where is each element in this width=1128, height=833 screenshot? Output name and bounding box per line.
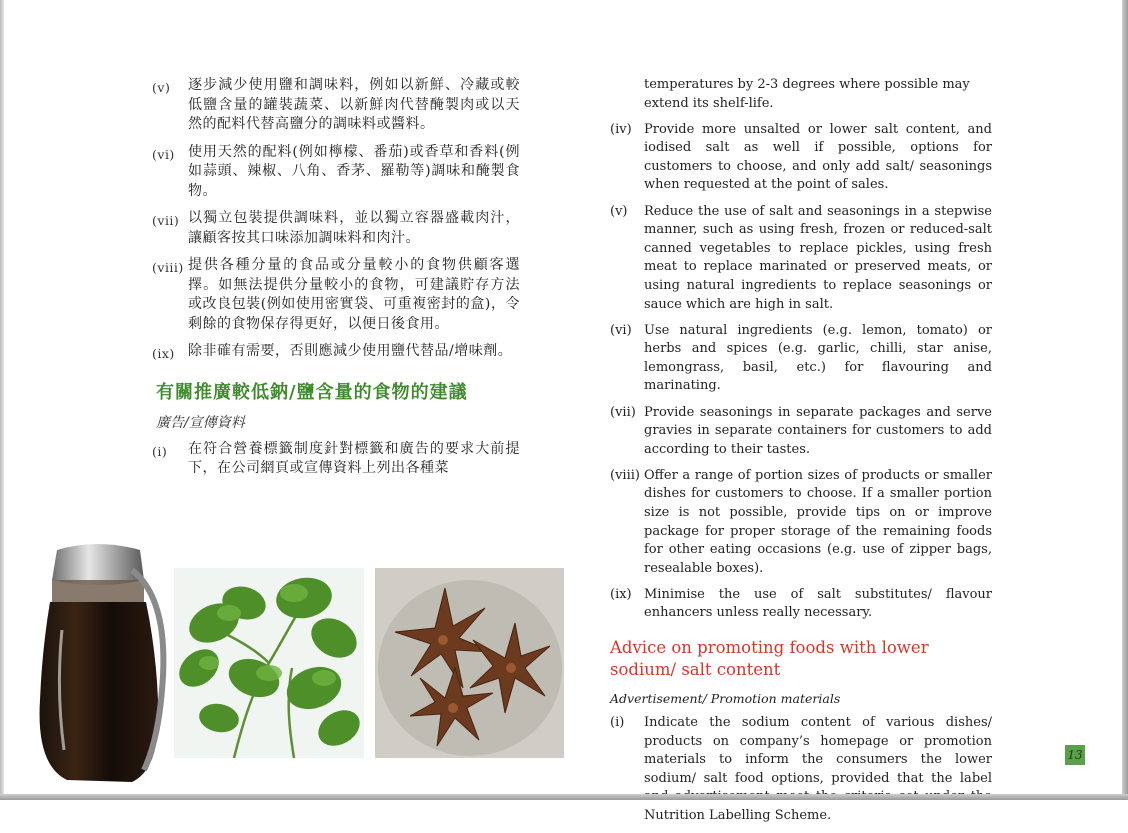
star-anise-icon [375, 568, 564, 758]
soy-sauce-bottle-image [22, 540, 172, 790]
list-item: (v) 逐步減少使用鹽和調味料，例如以新鮮、冷藏或較低鹽含量的罐裝蔬菜、以新鮮肉代替醃製肉或以天然的配料代替高鹽分的調味料或醬料。 [152, 77, 520, 132]
zh-list-top [152, 76, 520, 364]
parsley-icon [174, 568, 364, 758]
zh-subheading: 廣告/宣傳資料 [156, 414, 245, 431]
page-edge-right [1122, 0, 1128, 800]
list-item: (i) 在符合營養標籤制度針對標籤和廣告的要求大前提下，在公司網頁或宣傳資料上列出各種菜 [152, 440, 520, 476]
page-edge-bottom [0, 794, 1128, 800]
en-subheading: Advertisement/ Promotion materials [610, 691, 841, 707]
continued-text: temperatures by 2-3 degrees where possible may extend its shelf-life. [644, 77, 970, 111]
page-edge-left [0, 0, 4, 800]
list-item: (vi) 使用天然的配料(例如檸檬、番茄)或香草和香料(例如蒜頭、辣椒、八角、香茅、羅勒等)調味和醃製食物。 [152, 143, 520, 199]
en-section-heading: Advice on promoting foods with lower sodium/ salt content [610, 638, 929, 680]
list-item: (iv) Provide more unsalted or lower salt content, and iodised salt as well if possible, options for customers to choose, and only add salt/ seasonings when requested at the point of sales. [610, 121, 992, 193]
list-item: (vii) Provide seasonings in separate packages and serve gravies in separate containers for customers to add according to their tastes. [610, 404, 992, 457]
zh-section-heading: 有關推廣較低鈉/鹽含量的食物的建議 [156, 381, 468, 403]
english-column [610, 76, 992, 833]
list-item: (vi) Use natural ingredients (e.g. lemon, tomato) or herbs and spices (e.g. garlic, chilli, star anise, lemongrass, basil, etc.) for flavouring and marinating. [610, 322, 992, 394]
star-anise-photo [375, 568, 564, 758]
page-number-badge: 13 [1065, 745, 1085, 765]
list-item: (ix) 除非確有需要，否則應減少使用鹽代替品/增味劑。 [152, 343, 513, 361]
list-item: (v) Reduce the use of salt and seasonings in a stepwise manner, such as using fresh, frozen or reduced-salt canned vegetables to replace pickles, using fresh meat to replace marinated or preserved meats, or using natural ingredients to replace seasonings or sauce which are high in salt. [610, 203, 992, 312]
list-item: (viii) Offer a range of portion sizes of products or smaller dishes for customers to choose. If a smaller portion size is not possible, provide tips on or improve package for proper storage of the remaining foods for other eating occasions (e.g. use of zipper bags, resealable boxes). [610, 467, 992, 576]
chinese-column [152, 76, 520, 487]
parsley-photo [174, 568, 364, 758]
bottle-icon [22, 540, 172, 790]
list-item: (ix) Minimise the use of salt substitutes/ flavour enhancers unless really necessary. [610, 586, 992, 621]
list-item: (vii) 以獨立包裝提供調味料，並以獨立容器盛載肉汁，讓顧客按其口味添加調味料和肉汁。 [152, 210, 520, 246]
list-item: (i) Indicate the sodium content of various dishes/ products on company’s homepage or promotion materials to inform the consumers the lower sodium/ salt food options, provided that the label Nutrition Labelling Scheme. [610, 715, 992, 823]
list-item: (viii) 提供各種分量的食品或分量較小的食物供顧客選擇。如無法提供分量較小的食物，可建議貯存方法或改良包裝(例如使用密實袋、可重複密封的盒)，令剩餘的食物保存得更好，以便日後食用。 [152, 257, 520, 332]
